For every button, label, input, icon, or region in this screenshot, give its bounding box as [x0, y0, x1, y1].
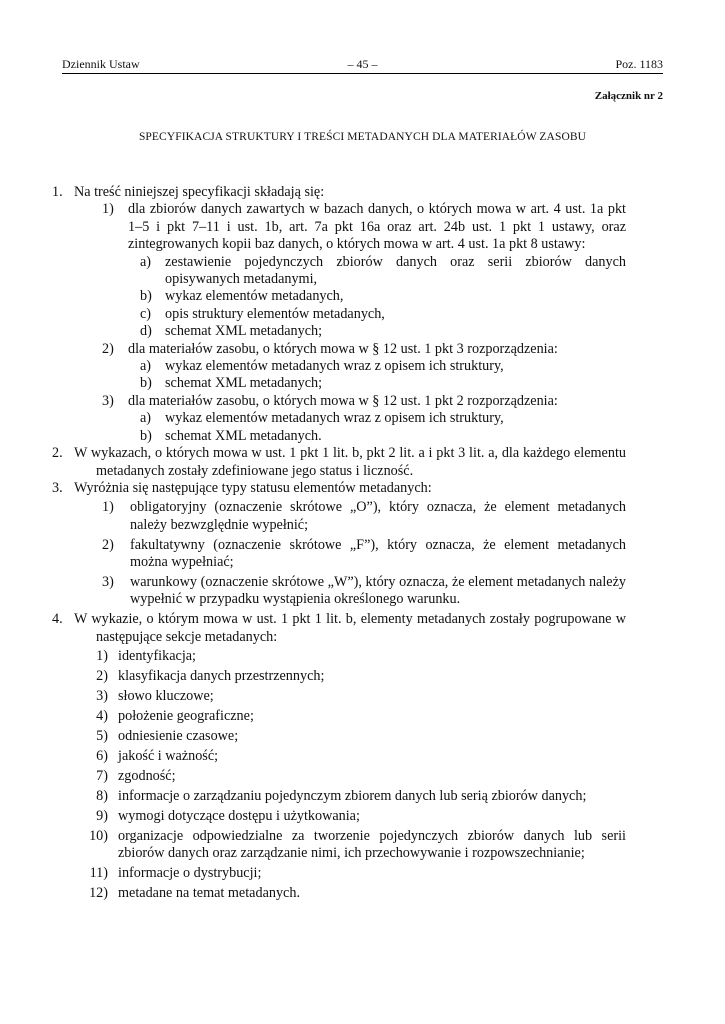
list-item	[62, 728, 626, 745]
item-text: klasyfikacja danych przestrzennych;	[118, 668, 325, 685]
item-number: 1)	[96, 648, 108, 665]
item-text: informacje o zarządzaniu pojedynczym zbiorem danych lub serią zbiorów danych;	[118, 788, 587, 805]
list-item	[62, 499, 626, 534]
list-item	[62, 788, 626, 805]
item-text: położenie geograficzne;	[118, 708, 254, 725]
item-text: organizacje odpowiedzialne za tworzenie pojedynczych zbiorów danych lub serii zbiorów danych oraz zarządzanie nimi, ich przechowywanie i rozpowszechnianie;	[118, 828, 626, 862]
section-text: Wyróżnia się następujące typy statusu elementów metadanych:	[74, 479, 432, 496]
list-item	[62, 341, 626, 358]
list-item	[62, 393, 626, 410]
list-item	[62, 768, 626, 785]
item-text: wymogi dotyczące dostępu i użytkowania;	[118, 808, 360, 825]
section-4: 4. W wykazie, o którym mowa w ust. 1 pkt 1 lit. b, elementy metadanych zostały pogrupowane w następujące sekcje metadanych:	[52, 611, 626, 645]
sub-item	[62, 358, 626, 375]
sub-item-text: schemat XML metadanych;	[165, 375, 323, 392]
section-3: 3. Wyróżnia się następujące typy statusu elementów metadanych:	[62, 480, 626, 497]
item-text: obligatoryjny (oznaczenie skrótowe „O”), który oznacza, że element metadanych należy bezwzględnie wypełnić;	[130, 499, 626, 533]
document-title: SPECYFIKACJA STRUKTURY I TREŚCI METADANYCH DLA MATERIAŁÓW ZASOBU	[138, 131, 587, 143]
sub-item-letter: d)	[140, 323, 152, 340]
list-item	[62, 708, 626, 725]
list-item	[62, 865, 626, 882]
annex-label: Załącznik nr 2	[594, 90, 663, 102]
item-text: odniesienie czasowe;	[118, 728, 239, 745]
item-number: 2)	[102, 536, 114, 553]
item-number: 4)	[96, 708, 108, 725]
journal-name: Dziennik Ustaw	[62, 57, 140, 71]
sub-item-text: schemat XML metadanych;	[165, 323, 323, 340]
item-number: 6)	[96, 748, 108, 765]
item-number: 10)	[89, 828, 108, 845]
sub-item-letter: a)	[140, 358, 152, 375]
item-number: 11)	[89, 865, 108, 882]
item-text: metadane na temat metadanych.	[118, 885, 300, 902]
section-1: 1. Na treść niniejszej specyfikacji składają się:	[62, 184, 626, 201]
item-number: 2)	[102, 340, 114, 357]
item-text: dla materiałów zasobu, o których mowa w § 12 ust. 1 pkt 3 rozporządzenia:	[128, 340, 558, 357]
sub-item-text: schemat XML metadanych.	[165, 427, 322, 444]
sub-item-letter: b)	[140, 427, 152, 444]
sub-item-text: zestawienie pojedynczych zbiorów danych oraz serii zbiorów danych opisywanych metadanymi,	[165, 253, 626, 288]
sub-item-text: wykaz elementów metadanych wraz z opisem ich struktury,	[165, 410, 504, 427]
item-text: dla zbiorów danych zawartych w bazach danych, o których mowa w art. 4 ust. 1a pkt 1–5 i pkt 7–11 i ust. 1b, art. 7a pkt 16a oraz art. 24b ust. 1 pkt 1 ustawy, oraz zintegrowanych kopii baz danych, o których mowa w art. 4 ust. 1a pkt 8 ustawy:	[128, 201, 626, 253]
item-text: słowo kluczowe;	[118, 688, 214, 705]
sub-item	[62, 288, 626, 305]
item-text: jakość i ważność;	[118, 748, 219, 765]
item-number: 1)	[102, 499, 114, 516]
section-text: W wykazie, o którym mowa w ust. 1 pkt 1 lit. b, elementy metadanych zostały pogrupowane w następujące sekcje metadanych:	[74, 611, 626, 645]
sub-item-letter: b)	[140, 288, 152, 305]
list-item	[62, 828, 626, 863]
list-item	[62, 668, 626, 685]
sub-item	[62, 254, 626, 289]
item-text: dla materiałów zasobu, o których mowa w § 12 ust. 1 pkt 2 rozporządzenia:	[128, 392, 558, 409]
section-text: Na treść niniejszej specyfikacji składają się:	[74, 184, 325, 200]
list-item	[62, 808, 626, 825]
header-rule	[62, 73, 663, 74]
item-number: 12)	[89, 885, 108, 902]
item-number: 1)	[102, 201, 114, 218]
item-number: 8)	[96, 788, 108, 805]
sub-item-letter: c)	[140, 305, 152, 322]
item-number: 3)	[102, 573, 114, 590]
sub-item-letter: a)	[140, 410, 152, 427]
item-text: informacje o dystrybucji;	[118, 865, 262, 882]
item-number: 5)	[96, 728, 108, 745]
list-item	[62, 537, 626, 572]
list-item	[62, 885, 626, 902]
item-text: fakultatywny (oznaczenie skrótowe „F”), który oznacza, że element metadanych można wypełniać;	[130, 536, 626, 571]
item-number: 3)	[96, 688, 108, 705]
document-body	[52, 184, 626, 905]
item-number: 9)	[96, 808, 108, 825]
sub-item	[62, 306, 626, 323]
list-item	[62, 574, 626, 609]
sub-item	[62, 428, 626, 445]
item-text: identyfikacja;	[118, 648, 196, 665]
sub-item-letter: b)	[140, 375, 152, 392]
item-number: 7)	[96, 768, 108, 785]
sub-item-letter: a)	[140, 253, 152, 270]
list-item	[62, 748, 626, 765]
section-text: W wykazach, o których mowa w ust. 1 pkt 1 lit. b, pkt 2 lit. a i pkt 3 lit. a, dla każdego elementu metadanych zostały zdefiniowane jego status i liczność.	[74, 445, 626, 479]
item-text: warunkowy (oznaczenie skrótowe „W”), który oznacza, że element metadanych należy wypełnić w przypadku wystąpienia określonego warunku.	[130, 573, 626, 608]
section-2: 2. W wykazach, o których mowa w ust. 1 pkt 1 lit. b, pkt 2 lit. a i pkt 3 lit. a, dla każdego elementu metadanych zostały zdefiniowane jego status i liczność.	[52, 445, 626, 479]
list-item	[62, 201, 626, 253]
item-text: zgodność;	[118, 768, 176, 785]
sub-item-text: opis struktury elementów metadanych,	[165, 305, 385, 322]
sub-item	[62, 323, 626, 340]
page-number: – 45 –	[347, 57, 378, 71]
list-item	[62, 648, 626, 665]
item-number: 2)	[96, 668, 108, 685]
sub-item	[62, 410, 626, 427]
sub-item-text: wykaz elementów metadanych,	[165, 288, 344, 305]
item-number: 3)	[102, 392, 114, 409]
sub-item	[62, 375, 626, 392]
position-number: Poz. 1183	[615, 57, 663, 71]
sub-item-text: wykaz elementów metadanych wraz z opisem ich struktury,	[165, 358, 504, 375]
list-item	[62, 688, 626, 705]
